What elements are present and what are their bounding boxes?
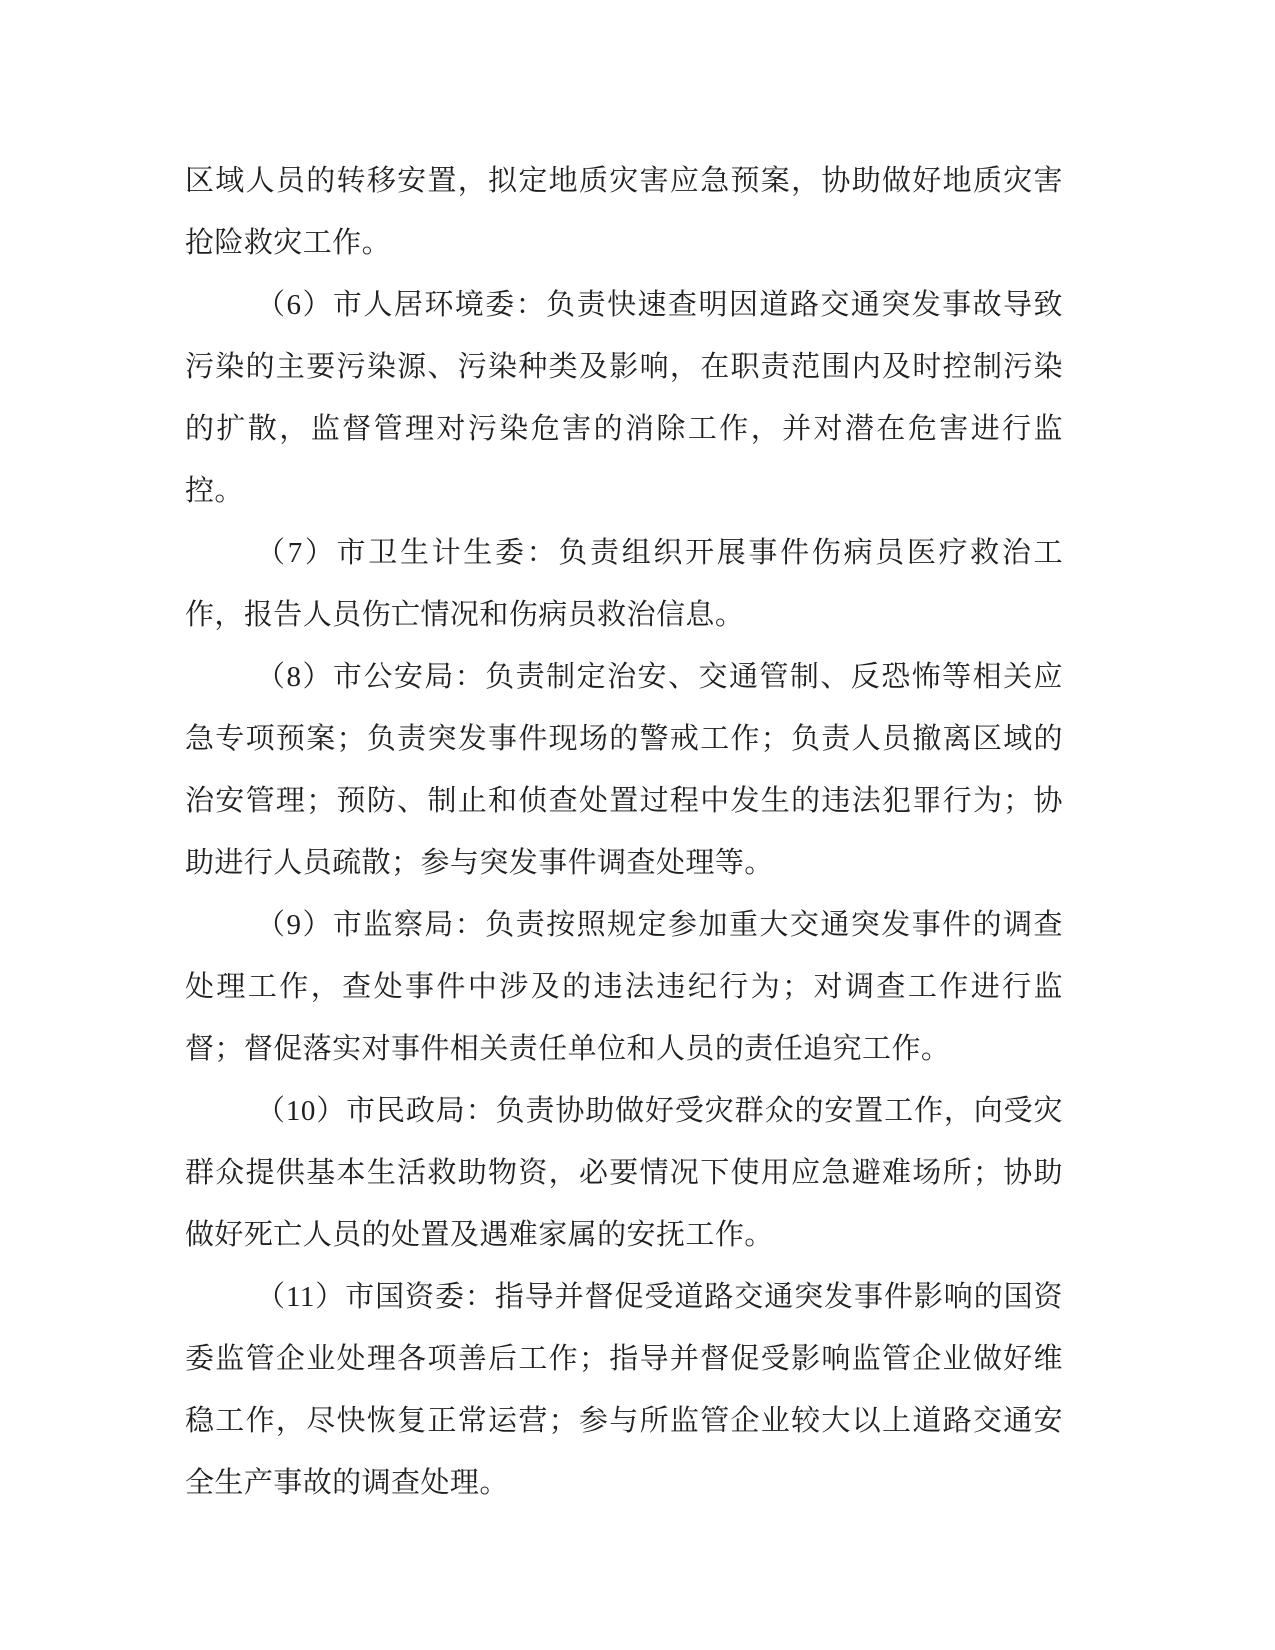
paragraph-continuation: 区域人员的转移安置，拟定地质灾害应急预案，协助做好地质灾害抢险救灾工作。 — [185, 165, 1063, 259]
paragraph-item-10: （10）市民政局：负责协助做好受灾群众的安置工作，向受灾群众提供基本生活救助物资，必要情况下使用应急避难场所；协助做好死亡人员的处置及遇难家属的安抚工作。 — [185, 1095, 1063, 1251]
paragraph-item-9: （9）市监察局：负责按照规定参加重大交通突发事件的调查处理工作，查处事件中涉及的违法违纪行为；对调查工作进行监督；督促落实对事件相关责任单位和人员的责任追究工作。 — [185, 909, 1063, 1065]
paragraph-item-6: （6）市人居环境委：负责快速查明因道路交通突发事故导致污染的主要污染源、污染种类及影响，在职责范围内及时控制污染的扩散，监督管理对污染危害的消除工作，并对潜在危害进行监控。 — [185, 289, 1063, 507]
paragraph-item-7: （7）市卫生计生委：负责组织开展事件伤病员医疗救治工作，报告人员伤亡情况和伤病员救治信息。 — [185, 537, 1063, 631]
document-body — [185, 150, 1063, 1514]
paragraph-item-11: （11）市国资委：指导并督促受道路交通突发事件影响的国资委监管企业处理各项善后工作；指导并督促受影响监管企业做好维稳工作，尽快恢复正常运营；参与所监管企业较大以上道路交通安全生产事故的调查处理。 — [185, 1281, 1063, 1499]
paragraph-item-8: （8）市公安局：负责制定治安、交通管制、反恐怖等相关应急专项预案；负责突发事件现场的警戒工作；负责人员撤离区域的治安管理；预防、制止和侦查处置过程中发生的违法犯罪行为；协助进行人员疏散；参与突发事件调查处理等。 — [185, 661, 1063, 879]
